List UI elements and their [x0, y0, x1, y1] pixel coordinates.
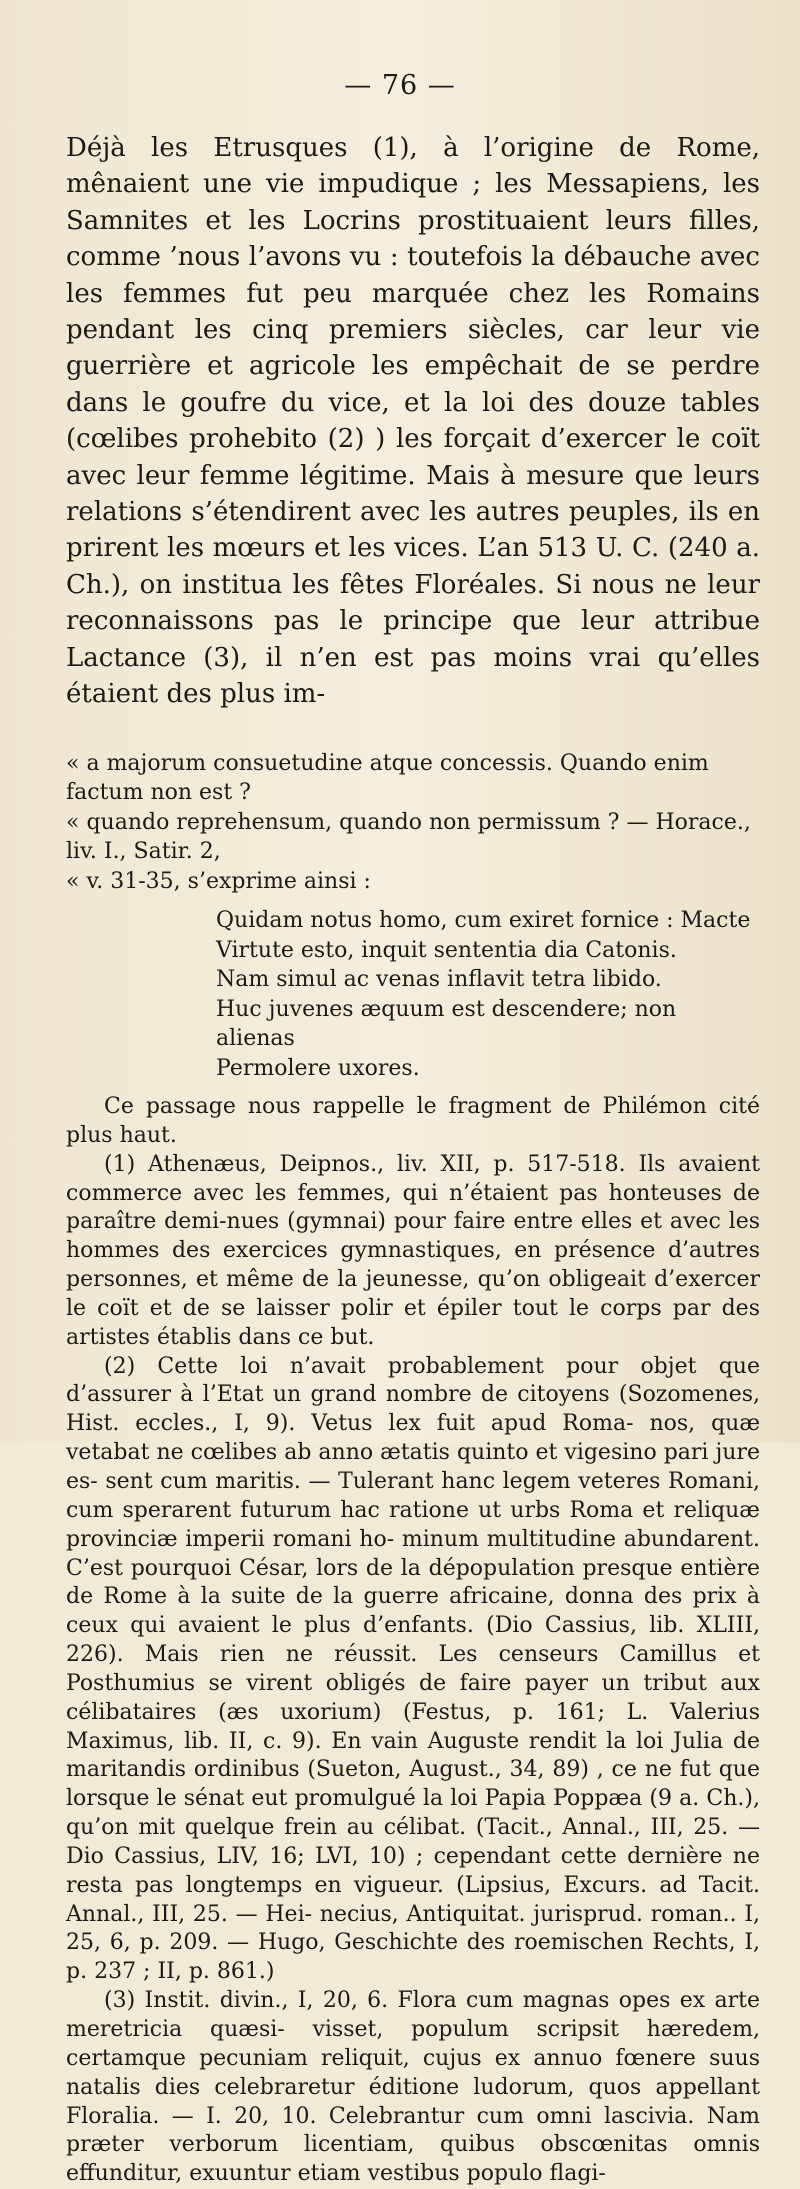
verse-line: Virtute esto, inquit sententia dia Catonis.	[216, 937, 677, 963]
quote-line: « quando reprehensum, quando non permissum ? — Horace., liv. I., Satir. 2,	[66, 809, 751, 864]
footnotes	[66, 1093, 760, 2189]
main-paragraph: Déjà les Etrusques (1), à l’origine de Rome, mênaient une vie impudique ; les Messapiens, les Samnites et les Locrins prostituaient leurs filles, comme ’nous l’avons vu : toutefois la débauche avec les femmes fut peu marquée chez les Romains pendant les cinq premiers siècles, car leur vie guerrière et agricole les empêchait de se perdre dans le goufre du vice, et la loi des douze tables (cœlibes prohebito (2) ) les forçait d’exercer le coït avec leur femme légitime. Mais à mesure que leurs relations s’étendirent avec les autres peuples, ils en prirent les mœurs et les vices. L’an 513 U. C. (240 a. Ch.), on institua les fêtes Floréales. Si nous ne leur reconnaissons pas le principe que leur attribue Lactance (3), il n’en est pas moins vrai qu’elles étaient des plus im-	[66, 133, 760, 710]
verse-line: Permolere uxores.	[216, 1055, 420, 1081]
footnote-2: (2) Cette loi n’avait probablement pour objet que d’assurer à l’Etat un grand nombre de citoyens (Sozomenes, Hist. eccles., I, 9). Vetus lex fuit apud Roma- nos, quæ vetabat ne cœlibes ab anno ætatis quinto et vigesino pari jure es- sent cum maritis. — Tulerant hanc legem veteres Romani, cum sperarent futurum hac ratione ut urbs Roma et reliquæ provinciæ imperii romani ho- minum multitudine abundarent. C’est pourquoi César, lors de la dépopulation presque entière de Rome à la suite de la guerre africaine, donna des prix à ceux qui avaient le plus d’enfants. (Dio Cassius, lib. XLIII, 226). Mais rien ne réussit. Les censeurs Camillus et Posthumius se virent obligés de faire payer un tribut aux célibataires (æs uxorium) (Festus, p. 161; L. Valerius Maximus, lib. II, c. 9). En vain Auguste rendit la loi Julia de maritandis ordinibus (Sueton, August., 34, 89) , ce ne fut que lorsque le sénat eut promulgué la loi Papia Poppæa (9 a. Ch.), qu’on mit quelque frein au célibat. (Tacit., Annal., III, 25. — Dio Cassius, LIV, 16; LVI, 10) ; cependant cette dernière ne resta pas longtemps en vigueur. (Lipsius, Excurs. ad Tacit. Annal., III, 25. — Hei- necius, Antiquitat. jurisprud. roman.. I, 25, 6, p. 209. — Hugo, Geschichte des roemischen Rechts, I, p. 237 ; II, p. 861.)	[66, 1353, 760, 1985]
footnote-intro: Ce passage nous rappelle le fragment de Philémon cité plus haut.	[66, 1094, 760, 1148]
page-number: — 76 —	[344, 70, 456, 101]
verse-line: Huc juvenes æquum est descendere; non alienas	[216, 996, 677, 1051]
quote-block	[66, 749, 760, 897]
verse-line: Nam simul ac venas inflavit tetra libido.	[216, 967, 662, 992]
footnote-3: (3) Instit. divin., I, 20, 6. Flora cum magnas opes ex arte meretricia quæsi- visset, populum scripsit hæredem, certamque pecuniam reliquit, cujus ex annuo fœnere suus natalis dies celebraretur éditione ludorum, quos appellant Floralia. — I. 20, 10. Celebrantur cum omni lascivia. Nam præter verborum licentiam, quibus obscœnitas omnis effunditur, exuuntur etiam vestibus populo flagi-	[66, 1988, 760, 2187]
quote-line: « v. 31-35, s’exprime ainsi :	[66, 868, 371, 894]
footnote-1: (1) Athenæus, Deipnos., liv. XII, p. 517-518. Ils avaient commerce avec les femmes, qui n’étaient pas honteuses de paraître demi-nues (gymnai) pour faire entre elles et avec les hommes des exercices gymnastiques, en présence d’autres personnes, et même de la jeunesse, qu’on obligeait d’exercer le coït et de se laisser polir et épiler tout le corps par des artistes établis dans ce but.	[66, 1151, 760, 1350]
verse-line: Quidam notus homo, cum exiret fornice : Macte	[216, 908, 751, 933]
quote-line: « a majorum consuetudine atque concessis. Quando enim factum non est ?	[66, 750, 709, 805]
main-text	[66, 130, 760, 713]
verse-quotation	[216, 906, 760, 1083]
